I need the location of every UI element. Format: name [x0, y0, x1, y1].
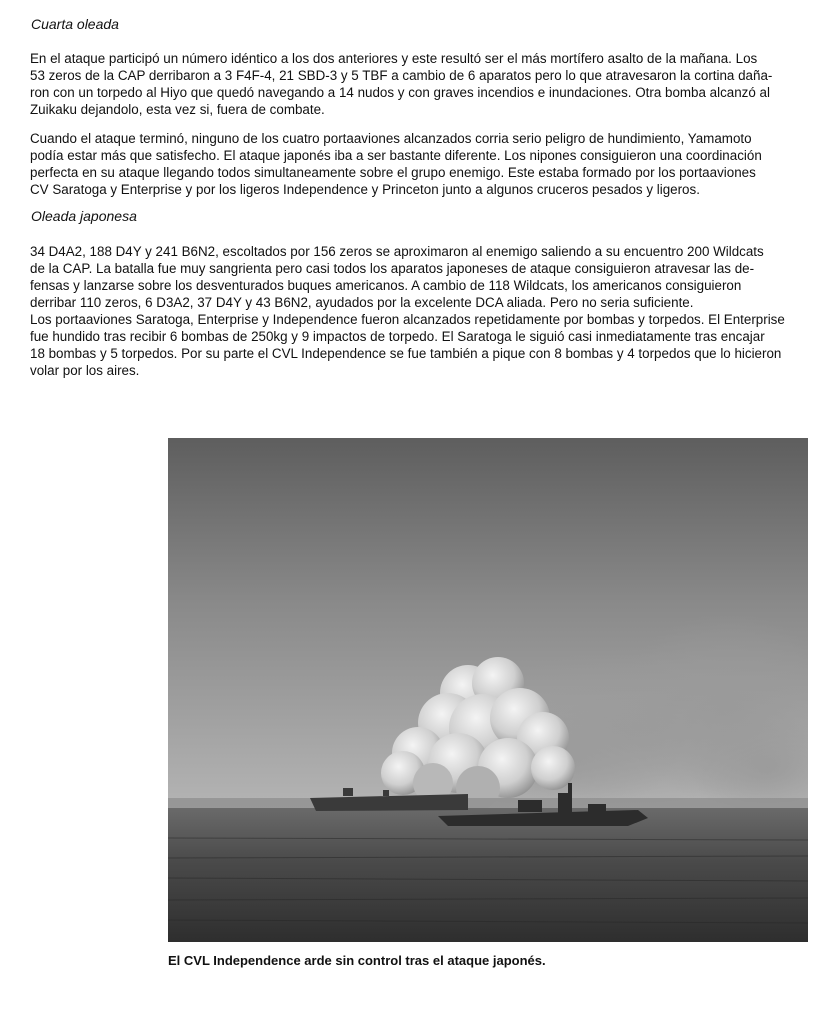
text-line: Cuando el ataque terminó, ninguno de los cuatro portaaviones alcanzados corria serio peligro de hundimiento, Yamamoto	[30, 131, 752, 146]
text-line: 34 D4A2, 188 D4Y y 241 B6N2, escoltados por 156 zeros se aproximaron al enemigo saliendo a su encuentro 200 Wildcats	[30, 244, 764, 259]
text-line: CV Saratoga y Enterprise y por los ligeros Independence y Princeton junto a algunos cruceros pesados y ligeros.	[30, 182, 700, 197]
photo-illustration	[168, 438, 808, 942]
text-line: de la CAP. La batalla fue muy sangrienta pero casi todos los aparatos japoneses de ataque consiguieron atravesar las de-	[30, 261, 755, 276]
section-heading-oleada-japonesa: Oleada japonesa	[31, 208, 137, 224]
text-line: perfecta en su ataque llegando todos simultaneamente sobre el grupo enemigo. Este estaba formado por los portaaviones	[30, 165, 756, 180]
paragraph-oleada-japonesa	[30, 243, 820, 379]
text-line: fue hundido tras recibir 6 bombas de 250kg y 9 impactos de torpedo. El Saratoga le siguió casi inmediatamente tras encajar	[30, 329, 765, 344]
paragraph-cuarta-oleada-2	[30, 130, 820, 198]
text-line: podía estar más que satisfecho. El ataque japonés iba a ser bastante diferente. Los nipones consiguieron una coordinación	[30, 148, 762, 163]
text-line: ron con un torpedo al Hiyo que quedó navegando a 14 nudos y con graves incendios e inundaciones. Otra bomba alcanzó al	[30, 85, 770, 100]
photo-burning-carrier	[168, 438, 808, 942]
text-line: volar por los aires.	[30, 363, 140, 378]
text-line: derribar 110 zeros, 6 D3A2, 37 D4Y y 43 B6N2, ayudados por la excelente DCA aliada. Pero no seria suficiente.	[30, 295, 694, 310]
text-line: fensas y lanzarse sobre los desventurados buques americanos. A cambio de 118 Wildcats, los americanos consiguieron	[30, 278, 742, 293]
section-heading-cuarta-oleada: Cuarta oleada	[31, 16, 119, 32]
text-line: Los portaaviones Saratoga, Enterprise y Independence fueron alcanzados repetidamente por bombas y torpedos. El Enterprise	[30, 312, 785, 327]
text-line: 53 zeros de la CAP derribaron a 3 F4F-4, 21 SBD-3 y 5 TBF a cambio de 6 aparatos pero lo que atravesaron la cortina daña-	[30, 68, 773, 83]
paragraph-cuarta-oleada-1	[30, 50, 820, 118]
text-line: Zuikaku dejandolo, esta vez si, fuera de combate.	[30, 102, 325, 117]
text-line: En el ataque participó un número idéntico a los dos anteriores y este resultó ser el más mortífero asalto de la mañana. Los	[30, 51, 758, 66]
photo-caption: El CVL Independence arde sin control tras el ataque japonés.	[168, 953, 546, 968]
text-line: 18 bombas y 5 torpedos. Por su parte el CVL Independence se fue también a pique con 8 bombas y 4 torpedos que lo hicieron	[30, 346, 782, 361]
